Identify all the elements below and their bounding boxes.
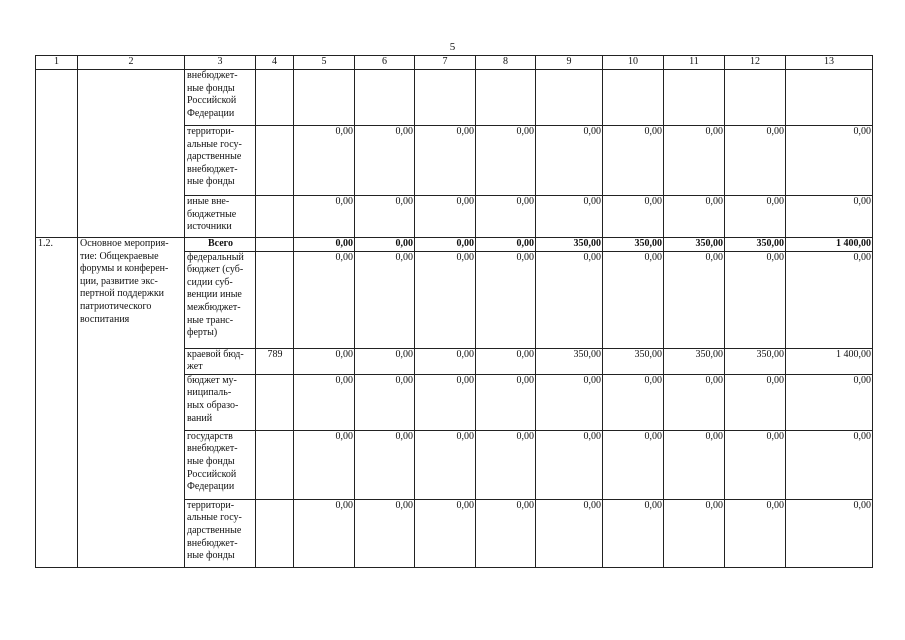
column-number-9: 9	[536, 56, 603, 70]
amount-col-7: 0,00	[415, 238, 476, 252]
amount-col-13: 0,00	[786, 251, 873, 348]
amount-col-12: 0,00	[725, 374, 786, 430]
amount-col-9	[536, 70, 603, 126]
column-number-10: 10	[603, 56, 664, 70]
amount-col-9: 350,00	[536, 348, 603, 374]
amount-col-12: 0,00	[725, 430, 786, 499]
column-number-8: 8	[476, 56, 536, 70]
amount-col-10: 350,00	[603, 238, 664, 252]
amount-col-5: 0,00	[294, 238, 355, 252]
amount-col-9: 0,00	[536, 126, 603, 196]
table-row	[36, 70, 873, 126]
amount-col-11: 0,00	[664, 499, 725, 567]
column-number-13: 13	[786, 56, 873, 70]
budget-code	[256, 70, 294, 126]
amount-col-11	[664, 70, 725, 126]
amount-col-10: 0,00	[603, 126, 664, 196]
amount-col-8: 0,00	[476, 238, 536, 252]
amount-col-6: 0,00	[355, 348, 415, 374]
amount-col-6: 0,00	[355, 251, 415, 348]
budget-code: 789	[256, 348, 294, 374]
row-number-cell	[36, 70, 78, 238]
activity-number: 1.2.	[36, 238, 78, 568]
amount-col-13: 1 400,00	[786, 348, 873, 374]
amount-col-13: 1 400,00	[786, 238, 873, 252]
budget-code	[256, 499, 294, 567]
amount-col-6: 0,00	[355, 126, 415, 196]
funding-source: иные вне- бюджетные источники	[185, 196, 256, 238]
amount-col-10: 0,00	[603, 196, 664, 238]
amount-col-6: 0,00	[355, 374, 415, 430]
column-number-1: 1	[36, 56, 78, 70]
amount-col-13	[786, 70, 873, 126]
amount-col-13: 0,00	[786, 126, 873, 196]
funding-source: краевой бюд- жет	[185, 348, 256, 374]
column-number-6: 6	[355, 56, 415, 70]
funding-source: государств внебюджет- ные фонды Российской Федерации	[185, 430, 256, 499]
amount-col-8: 0,00	[476, 374, 536, 430]
amount-col-9: 0,00	[536, 499, 603, 567]
amount-col-9: 0,00	[536, 374, 603, 430]
activity-description: Основное мероприя- тие: Общекраевые форумы и конферен- ции, развитие экс- пертной поддержки патриотического воспитания	[78, 238, 185, 568]
page-number: 5	[449, 41, 456, 53]
amount-col-7: 0,00	[415, 126, 476, 196]
amount-col-7: 0,00	[415, 196, 476, 238]
budget-code	[256, 251, 294, 348]
budget-code	[256, 430, 294, 499]
funding-source: территори- альные госу- дарственные внебюджет- ные фонды	[185, 126, 256, 196]
funding-source: Всего	[185, 238, 256, 252]
amount-col-5: 0,00	[294, 499, 355, 567]
amount-col-13: 0,00	[786, 374, 873, 430]
amount-col-13: 0,00	[786, 499, 873, 567]
amount-col-7: 0,00	[415, 430, 476, 499]
amount-col-11: 350,00	[664, 238, 725, 252]
amount-col-12: 0,00	[725, 251, 786, 348]
amount-col-8: 0,00	[476, 126, 536, 196]
column-number-header-row	[36, 56, 873, 70]
amount-col-8: 0,00	[476, 499, 536, 567]
column-number-5: 5	[294, 56, 355, 70]
funding-source: федеральный бюджет (суб- сидии суб- венции иные межбюджет- ные транс- ферты)	[185, 251, 256, 348]
amount-col-6: 0,00	[355, 238, 415, 252]
amount-col-6	[355, 70, 415, 126]
amount-col-5: 0,00	[294, 126, 355, 196]
amount-col-12	[725, 70, 786, 126]
amount-col-5: 0,00	[294, 374, 355, 430]
amount-col-7: 0,00	[415, 348, 476, 374]
amount-col-5: 0,00	[294, 348, 355, 374]
amount-col-11: 0,00	[664, 374, 725, 430]
amount-col-7: 0,00	[415, 251, 476, 348]
amount-col-7: 0,00	[415, 374, 476, 430]
amount-col-9: 0,00	[536, 430, 603, 499]
amount-col-12: 350,00	[725, 238, 786, 252]
amount-col-11: 350,00	[664, 348, 725, 374]
amount-col-10: 0,00	[603, 430, 664, 499]
budget-code	[256, 238, 294, 252]
amount-col-8: 0,00	[476, 348, 536, 374]
amount-col-8: 0,00	[476, 430, 536, 499]
funding-source: бюджет му- ниципаль- ных образо- ваний	[185, 374, 256, 430]
amount-col-9: 0,00	[536, 196, 603, 238]
amount-col-5: 0,00	[294, 196, 355, 238]
budget-table	[35, 55, 873, 568]
amount-col-7	[415, 70, 476, 126]
amount-col-8: 0,00	[476, 196, 536, 238]
amount-col-10: 0,00	[603, 374, 664, 430]
amount-col-10: 0,00	[603, 251, 664, 348]
column-number-3: 3	[185, 56, 256, 70]
funding-source: внебюджет- ные фонды Российской Федерации	[185, 70, 256, 126]
amount-col-12: 0,00	[725, 499, 786, 567]
amount-col-12: 0,00	[725, 126, 786, 196]
budget-code	[256, 196, 294, 238]
amount-col-11: 0,00	[664, 430, 725, 499]
amount-col-12: 0,00	[725, 196, 786, 238]
budget-code	[256, 126, 294, 196]
column-number-11: 11	[664, 56, 725, 70]
column-number-2: 2	[78, 56, 185, 70]
amount-col-10	[603, 70, 664, 126]
amount-col-10: 0,00	[603, 499, 664, 567]
amount-col-8: 0,00	[476, 251, 536, 348]
table-row	[36, 238, 873, 252]
activity-description-cell	[78, 70, 185, 238]
amount-col-11: 0,00	[664, 126, 725, 196]
amount-col-5	[294, 70, 355, 126]
amount-col-5: 0,00	[294, 430, 355, 499]
amount-col-11: 0,00	[664, 251, 725, 348]
amount-col-8	[476, 70, 536, 126]
amount-col-7: 0,00	[415, 499, 476, 567]
column-number-7: 7	[415, 56, 476, 70]
amount-col-5: 0,00	[294, 251, 355, 348]
amount-col-6: 0,00	[355, 196, 415, 238]
amount-col-6: 0,00	[355, 430, 415, 499]
amount-col-10: 350,00	[603, 348, 664, 374]
funding-source: территори- альные госу- дарственные внебюджет- ные фонды	[185, 499, 256, 567]
amount-col-6: 0,00	[355, 499, 415, 567]
amount-col-9: 0,00	[536, 251, 603, 348]
column-number-4: 4	[256, 56, 294, 70]
amount-col-13: 0,00	[786, 430, 873, 499]
amount-col-13: 0,00	[786, 196, 873, 238]
amount-col-9: 350,00	[536, 238, 603, 252]
column-number-12: 12	[725, 56, 786, 70]
amount-col-12: 350,00	[725, 348, 786, 374]
amount-col-11: 0,00	[664, 196, 725, 238]
budget-code	[256, 374, 294, 430]
